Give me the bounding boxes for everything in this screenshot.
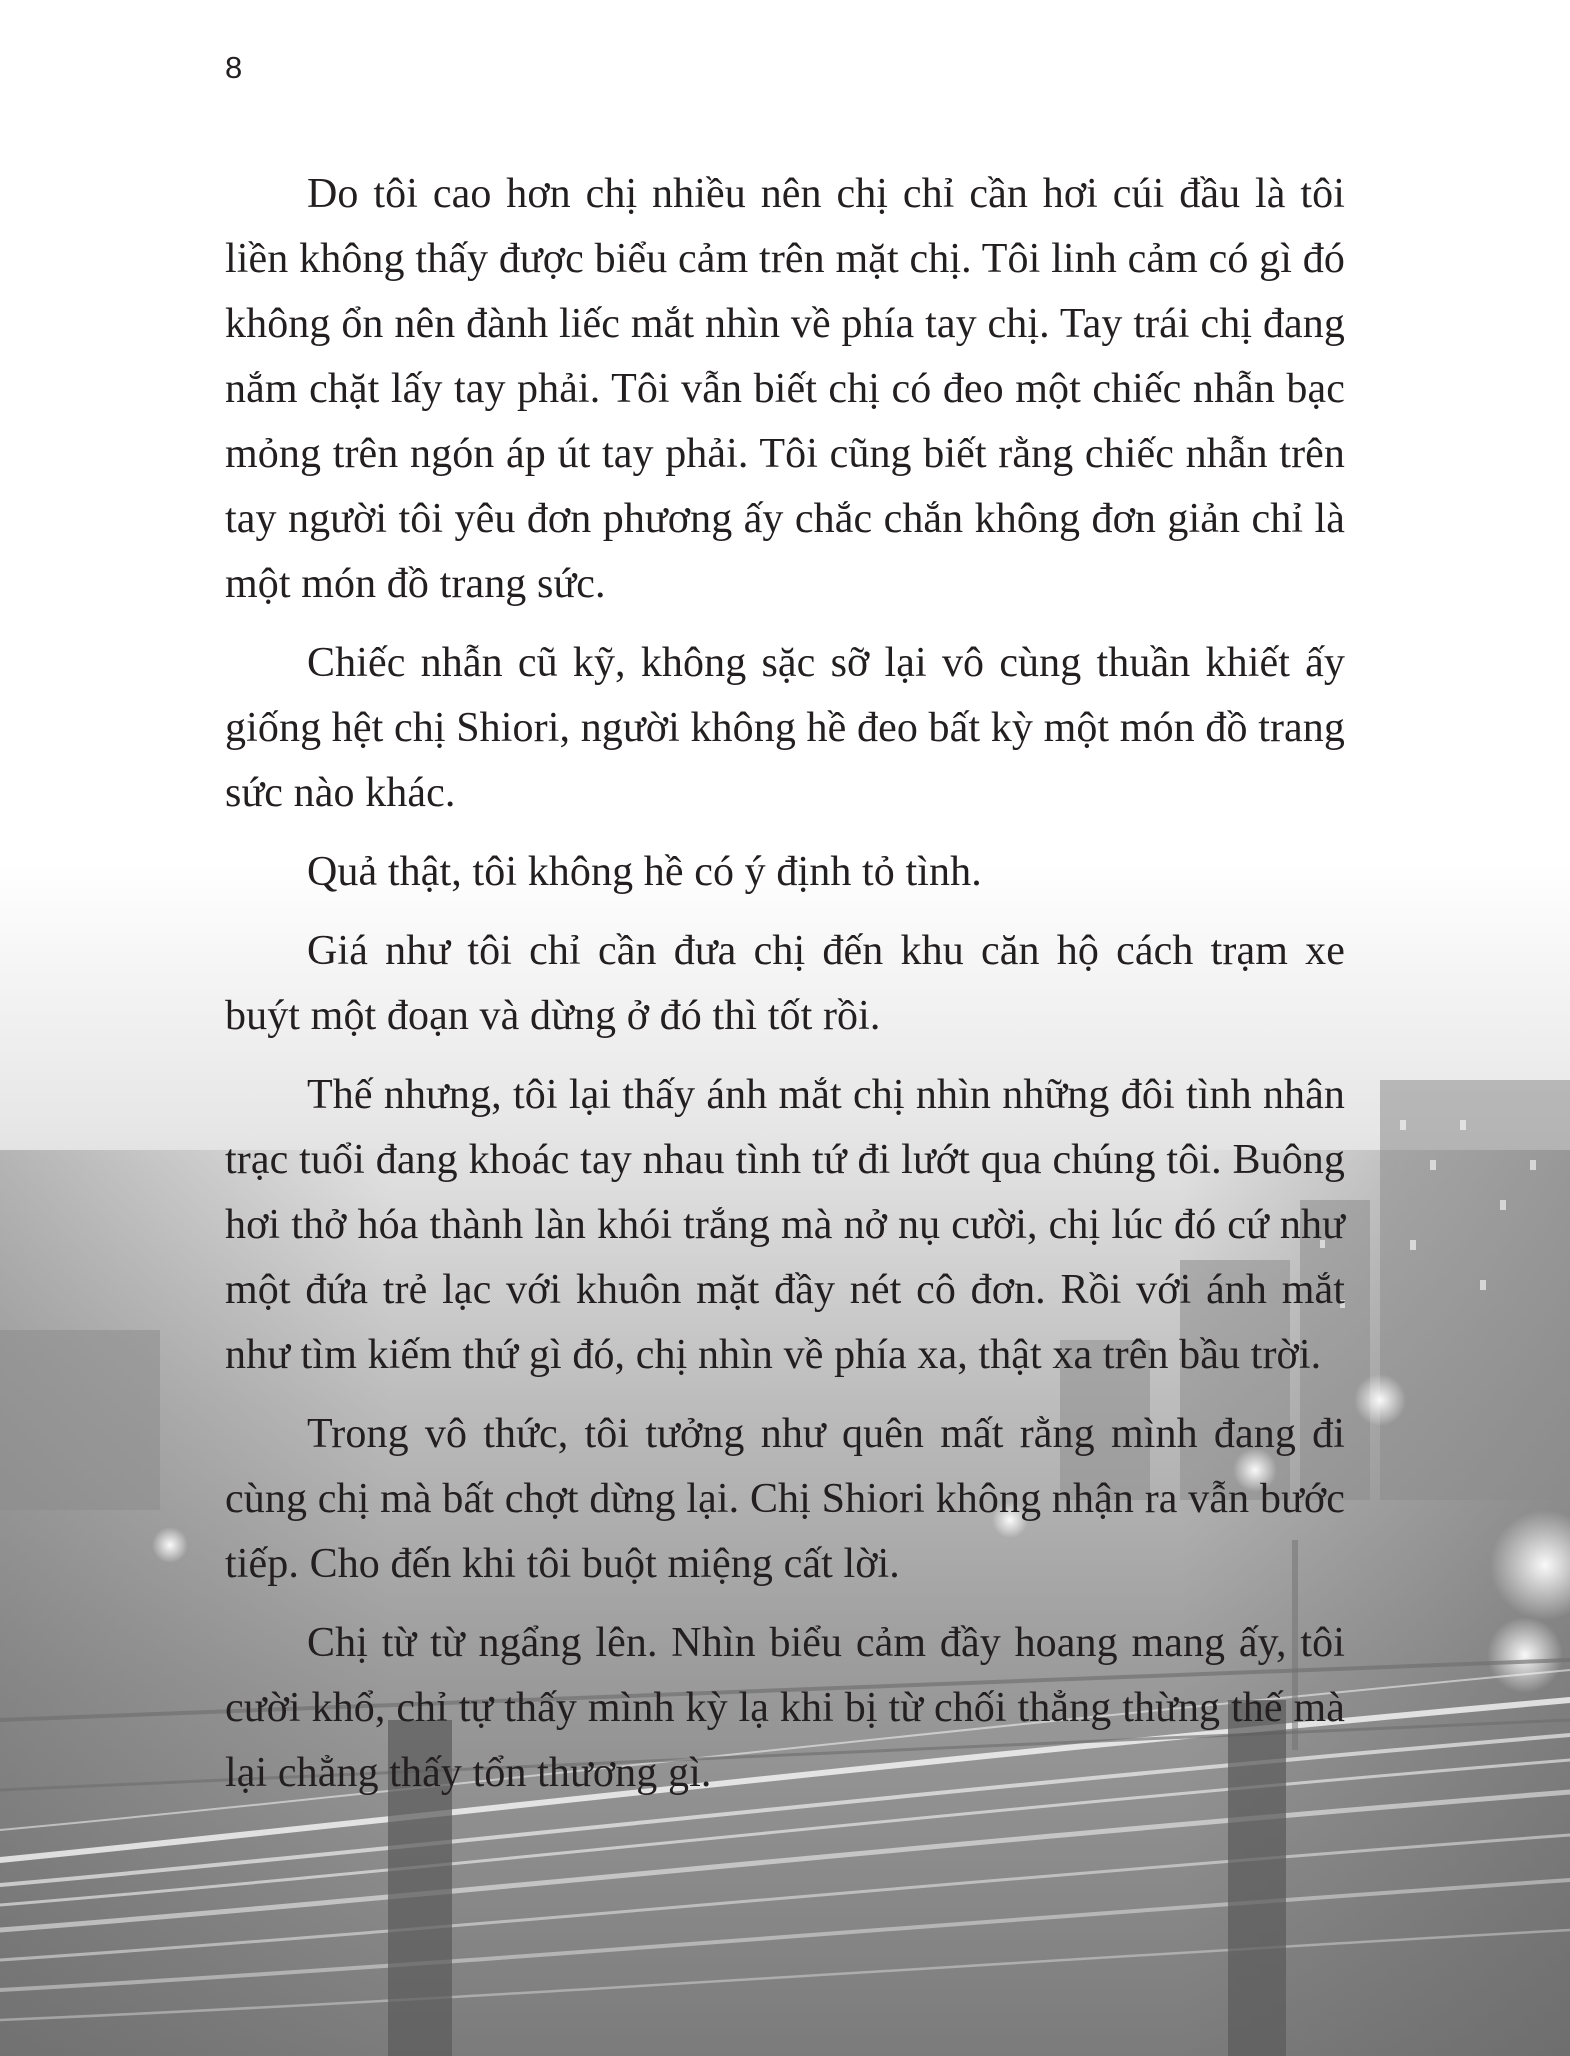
page-number: 8 [225,50,243,85]
paragraph: Trong vô thức, tôi tưởng như quên mất rằng mình đang đi cùng chị mà bất chợt dừng lại. Chị Shiori không nhận ra vẫn bước tiếp. Cho đến khi tôi buột miệng cất lời. [225,1411,1345,1587]
paragraph: Chị từ từ ngẩng lên. Nhìn biểu cảm đầy hoang mang ấy, tôi cười khổ, chỉ tự thấy mình kỳ lạ khi bị từ chối thẳng thừng thế mà lại chẳng thấy tổn thương gì. [225,1620,1345,1796]
page-body-text [225,162,1345,1820]
paragraph: Giá như tôi chỉ cần đưa chị đến khu căn hộ cách trạm xe buýt một đoạn và dừng ở đó thì tốt rồi. [225,928,1345,1039]
paragraph: Quả thật, tôi không hề có ý định tỏ tình. [307,849,982,895]
paragraph: Chiếc nhẫn cũ kỹ, không sặc sỡ lại vô cùng thuần khiết ấy giống hệt chị Shiori, người không hề đeo bất kỳ một món đồ trang sức nào khác. [225,640,1345,816]
paragraph: Do tôi cao hơn chị nhiều nên chị chỉ cần hơi cúi đầu là tôi liền không thấy được biểu cảm trên mặt chị. Tôi linh cảm có gì đó không ổn nên đành liếc mắt nhìn về phía tay chị. Tay trái chị đang nắm chặt lấy tay phải. Tôi vẫn biết chị có đeo một chiếc nhẫn bạc mỏng trên ngón áp út tay phải. Tôi cũng biết rằng chiếc nhẫn trên tay người tôi yêu đơn phương ấy chắc chắn không đơn giản chỉ là một món đồ trang sức. [225,171,1345,607]
paragraph: Thế nhưng, tôi lại thấy ánh mắt chị nhìn những đôi tình nhân trạc tuổi đang khoác tay nhau tình tứ đi lướt qua chúng tôi. Buông hơi thở hóa thành làn khói trắng mà nở nụ cười, chị lúc đó cứ như một đứa trẻ lạc với khuôn mặt đầy nét cô đơn. Rồi với ánh mắt như tìm kiếm thứ gì đó, chị nhìn về phía xa, thật xa trên bầu trời. [225,1072,1345,1378]
